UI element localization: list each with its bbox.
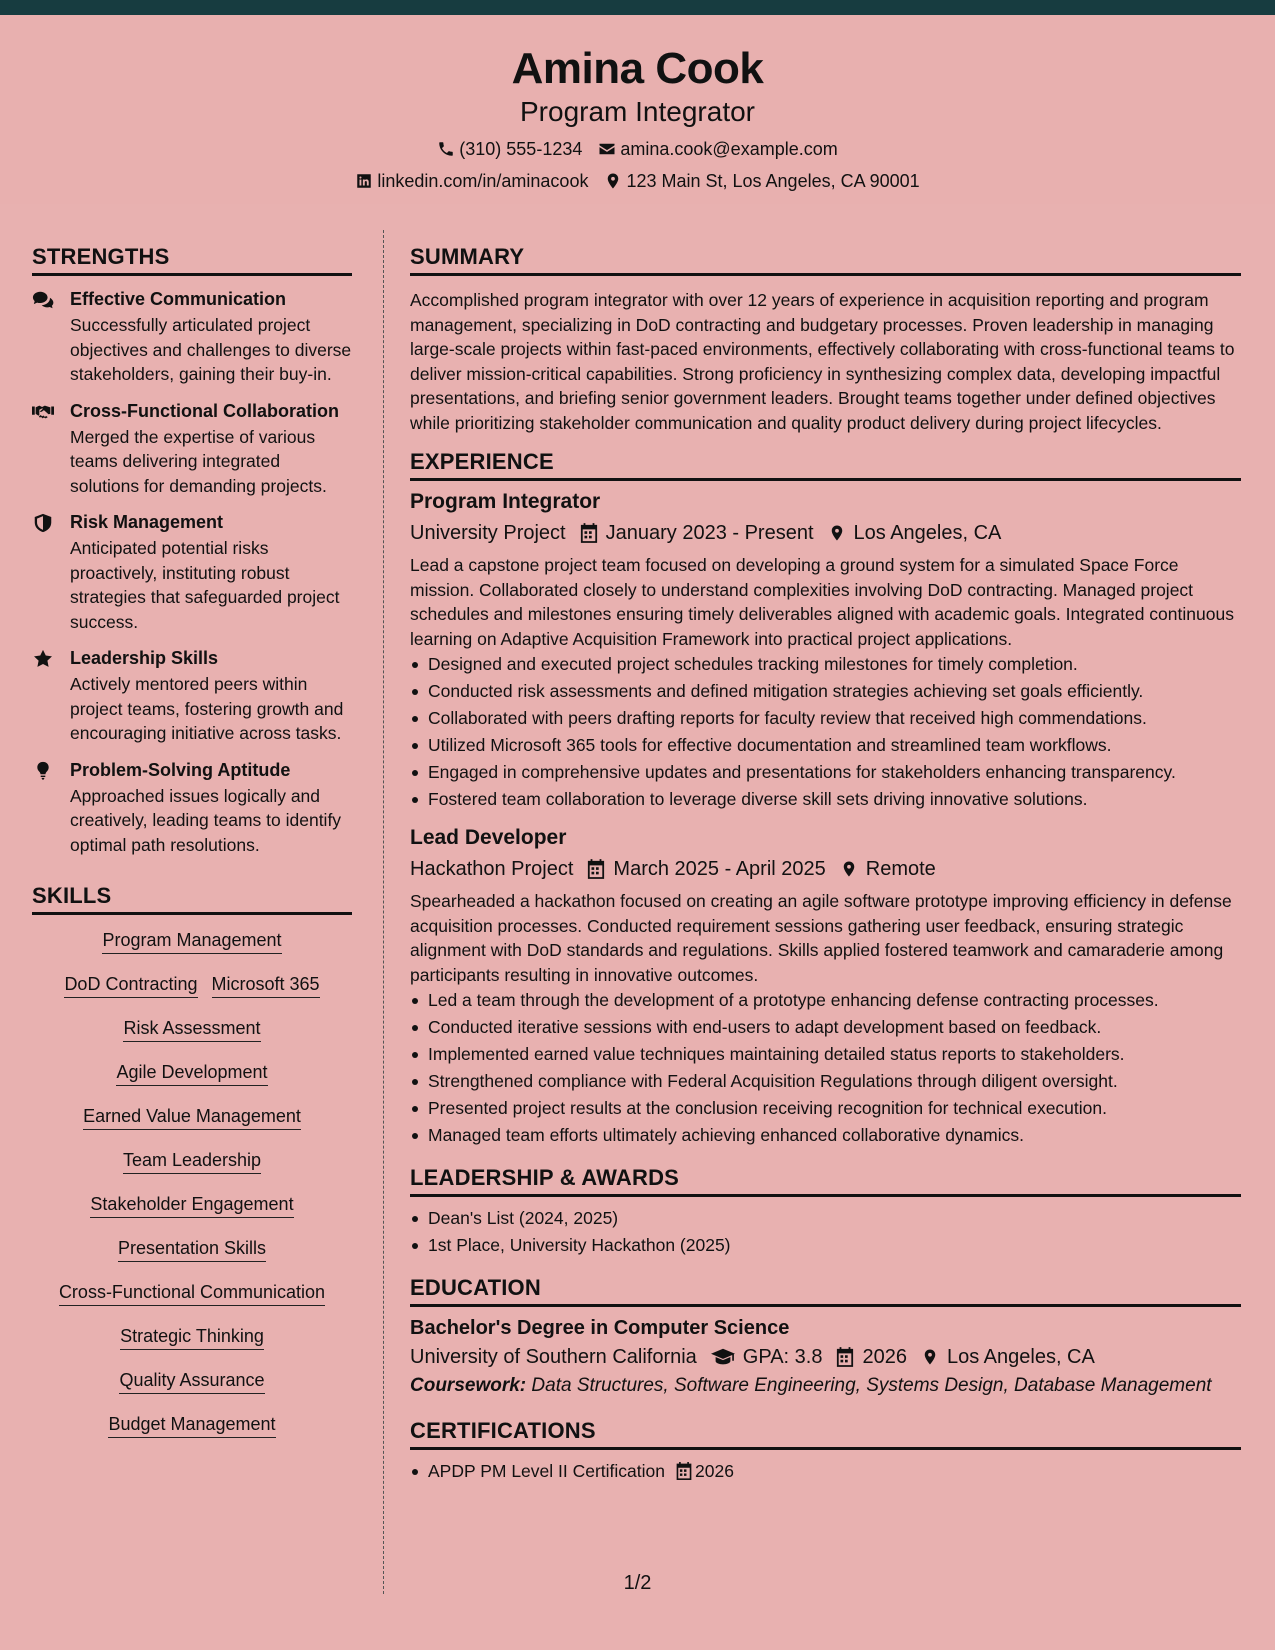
school-name: University of Southern California	[410, 1346, 697, 1368]
bullet-item: Engaged in comprehensive updates and presentations for stakeholders enhancing transparency.	[410, 759, 1241, 786]
calendar-icon	[675, 1462, 693, 1480]
bullet-item: Presented project results at the conclusion receiving recognition for technical execution.	[410, 1095, 1241, 1122]
graduation-cap-icon	[711, 1347, 735, 1367]
map-pin-icon	[840, 859, 858, 879]
map-pin-icon	[604, 172, 622, 190]
skill-tag: Cross-Functional Communication	[59, 1281, 325, 1306]
lightbulb-icon	[32, 761, 54, 781]
handshake-icon	[32, 402, 54, 422]
star-icon	[32, 649, 54, 669]
education-heading: EDUCATION	[410, 1275, 1241, 1307]
summary-heading: SUMMARY	[410, 244, 1241, 276]
skill-tag: DoD Contracting	[64, 973, 197, 998]
phone-text: (310) 555-1234	[459, 139, 583, 159]
job-org: Hackathon Project	[410, 858, 574, 880]
bullet-item: Conducted risk assessments and defined mitigation strategies achieving set goals efficiently.	[410, 678, 1241, 705]
job-description: Spearheaded a hackathon focused on creating an agile software prototype improving efficiency in defense acquisition processes. Conducted requirement sessions gathering user feedback, ensuring strategic alignment with DoD standards and regulations. Skills applied fostered teamwork and camaraderie among participants resulting in innovative outcomes.	[410, 891, 1232, 985]
phone-icon	[437, 140, 455, 158]
skill-tag: Earned Value Management	[83, 1105, 301, 1130]
skill-tag: Presentation Skills	[118, 1237, 266, 1262]
strength-item	[32, 511, 352, 634]
job-dates: March 2025 - April 2025	[613, 858, 826, 880]
page-number: 1/2	[623, 1572, 652, 1594]
strength-name: Effective Communication	[70, 289, 287, 309]
skill-tag: Team Leadership	[123, 1149, 261, 1174]
skill-tag: Budget Management	[108, 1413, 275, 1438]
job-meta	[410, 856, 1241, 882]
envelope-icon	[598, 140, 616, 158]
email-text: amina.cook@example.com	[620, 139, 838, 159]
coursework-list: Data Structures, Software Engineering, Systems Design, Database Management	[531, 1375, 1212, 1396]
calendar-icon	[580, 523, 598, 543]
shield-icon	[32, 513, 54, 533]
calendar-icon	[587, 859, 605, 879]
job-entry	[410, 825, 1241, 1149]
strength-name: Cross-Functional Collaboration	[70, 400, 340, 421]
certification-item	[410, 1458, 1241, 1485]
job-bullets	[410, 987, 1241, 1149]
map-pin-icon	[921, 1347, 939, 1367]
bullet-item: Managed team efforts ultimately achieving enhanced collaborative dynamics.	[410, 1122, 1241, 1149]
certification-name: APDP PM Level II Certification	[428, 1461, 665, 1481]
job-entry	[410, 489, 1241, 813]
summary-text: Accomplished program integrator with over 12 years of experience in acquisition reporting and program management, specializing in DoD contracting and budgetary processes. Proven leadership in managing large-scale projects within fast-paced environments, effectively collaborating with cross-functional teams to deliver mission-critical capabilities. Strong proficiency in synthesizing complex data, developing impactful presentations, and briefing senior government leaders. Brought teams together under defined objectives while prioritizing stakeholder communication and quality product delivery during project lifecycles.	[410, 290, 1235, 433]
job-title: Program Integrator	[410, 490, 601, 513]
strength-item	[32, 288, 352, 387]
certifications-heading: CERTIFICATIONS	[410, 1418, 1241, 1450]
contact-row-1	[0, 138, 1275, 160]
graduation-year: 2026	[862, 1346, 907, 1368]
strength-item	[32, 647, 352, 746]
linkedin-contact	[355, 170, 588, 192]
bullet-item: Implemented earned value techniques maintaining detailed status reports to stakeholders.	[410, 1041, 1241, 1068]
strength-item	[32, 759, 352, 858]
address-contact	[604, 170, 919, 192]
experience-heading: EXPERIENCE	[410, 449, 1241, 481]
strengths-heading: STRENGTHS	[32, 244, 352, 276]
skill-tag: Strategic Thinking	[120, 1325, 264, 1350]
linkedin-icon	[355, 172, 373, 190]
candidate-name: Amina Cook	[511, 44, 764, 93]
job-description: Lead a capstone project team focused on developing a ground system for a simulated Space Force mission. Collaborated closely to understand complexities involving DoD contracting. Managed project schedules and milestones ensuring timely deliverables aligned with academic goals. Integrated continuous learning on Adaptive Acquisition Framework into practical project applications.	[410, 555, 1234, 649]
coursework-label: Coursework:	[410, 1375, 527, 1396]
top-color-bar	[0, 0, 1275, 15]
candidate-title: Program Integrator	[520, 96, 755, 127]
bullet-item: Fostered team collaboration to leverage diverse skill sets driving innovative solutions.	[410, 786, 1241, 813]
skill-tag: Program Management	[102, 929, 281, 954]
education-entry	[410, 1315, 1241, 1398]
job-meta	[410, 520, 1241, 546]
strength-name: Risk Management	[70, 512, 224, 532]
left-column	[32, 244, 352, 1457]
linkedin-text: linkedin.com/in/aminacook	[377, 171, 589, 191]
bullet-item: Utilized Microsoft 365 tools for effective documentation and streamlined team workflows.	[410, 732, 1241, 759]
award-item: 1st Place, University Hackathon (2025)	[410, 1232, 1241, 1259]
resume-header	[0, 15, 1275, 204]
job-bullets	[410, 651, 1241, 813]
comments-icon	[32, 290, 54, 310]
map-pin-icon	[828, 523, 846, 543]
strength-desc: Approached issues logically and creatively, leading teams to identify optimal path resolutions.	[70, 785, 342, 855]
strength-item	[32, 400, 352, 499]
skill-tag: Stakeholder Engagement	[90, 1193, 293, 1218]
contact-row-2	[0, 170, 1275, 192]
skill-tag: Agile Development	[116, 1061, 267, 1086]
bullet-item: Designed and executed project schedules tracking milestones for timely completion.	[410, 651, 1241, 678]
strength-desc: Anticipated potential risks proactively, instituting robust strategies that safeguarded project success.	[70, 538, 340, 632]
job-dates: January 2023 - Present	[605, 522, 814, 544]
gpa-text: GPA: 3.8	[742, 1346, 823, 1368]
bullet-item: Collaborated with peers drafting reports for faculty review that received high commendations.	[410, 705, 1241, 732]
strength-name: Problem-Solving Aptitude	[70, 759, 291, 780]
address-text: 123 Main St, Los Angeles, CA 90001	[626, 171, 920, 191]
right-column	[410, 244, 1241, 1485]
certification-year: 2026	[695, 1461, 734, 1481]
awards-list	[410, 1205, 1241, 1259]
column-divider	[383, 230, 384, 1594]
awards-heading: LEADERSHIP & AWARDS	[410, 1165, 1241, 1197]
education-meta	[410, 1344, 1241, 1370]
bullet-item: Led a team through the development of a prototype enhancing defense contracting processes.	[410, 987, 1241, 1014]
coursework	[410, 1374, 1241, 1398]
skills-heading: SKILLS	[32, 883, 352, 915]
bullet-item: Conducted iterative sessions with end-users to adapt development based on feedback.	[410, 1014, 1241, 1041]
skill-tag: Risk Assessment	[123, 1017, 260, 1042]
skill-tag: Quality Assurance	[119, 1369, 264, 1394]
strength-desc: Successfully articulated project objectives and challenges to diverse stakeholders, gaining their buy-in.	[70, 315, 352, 384]
strength-desc: Actively mentored peers within project teams, fostering growth and encouraging initiative across tasks.	[70, 674, 344, 743]
phone-contact	[437, 138, 582, 160]
skill-tag: Microsoft 365	[212, 973, 320, 998]
degree-title: Bachelor's Degree in Computer Science	[410, 1317, 790, 1339]
job-location: Los Angeles, CA	[853, 522, 1002, 544]
job-org: University Project	[410, 522, 566, 544]
bullet-item: Strengthened compliance with Federal Acquisition Regulations through diligent oversight.	[410, 1068, 1241, 1095]
strength-name: Leadership Skills	[70, 648, 219, 668]
skills-list	[32, 929, 352, 1457]
job-title: Lead Developer	[410, 826, 567, 849]
job-location: Remote	[865, 858, 936, 880]
certifications-list	[410, 1458, 1241, 1485]
award-item: Dean's List (2024, 2025)	[410, 1205, 1241, 1232]
email-contact	[598, 138, 837, 160]
strength-desc: Merged the expertise of various teams delivering integrated solutions for demanding projects.	[70, 426, 327, 496]
calendar-icon	[836, 1347, 854, 1367]
education-location: Los Angeles, CA	[946, 1346, 1095, 1368]
